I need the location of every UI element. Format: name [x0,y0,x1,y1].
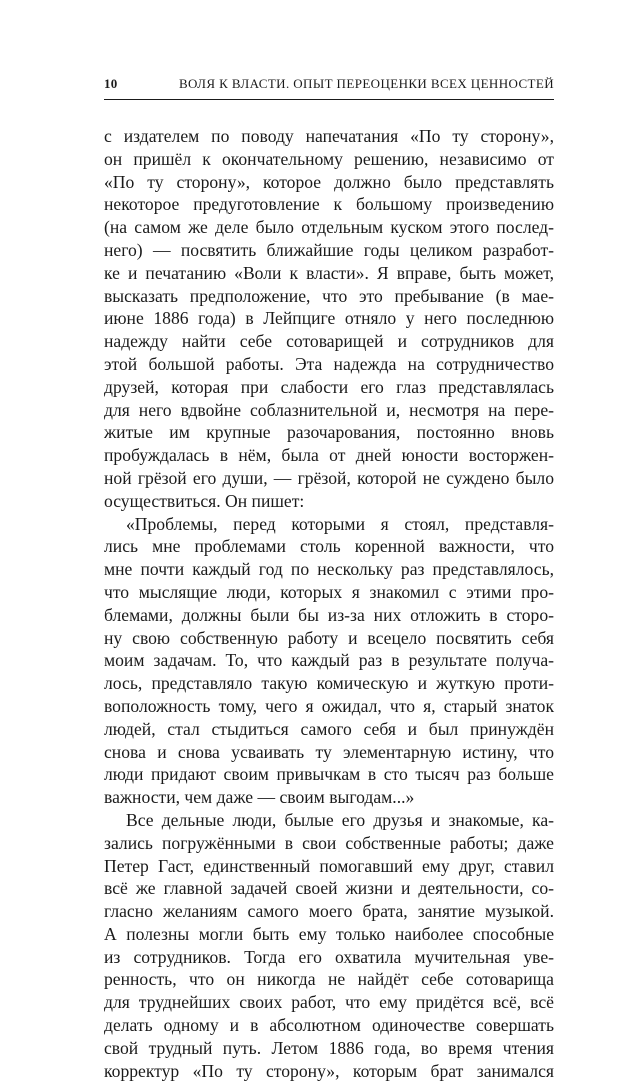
header-rule [104,99,554,100]
text-line: снова и снова усваивать ту элементарную истину, что [104,741,554,762]
text-line: важности, чем даже — своим выгодам...» [104,787,415,808]
running-title: ВОЛЯ К ВЛАСТИ. ОПЫТ ПЕРЕОЦЕНКИ ВСЕХ ЦЕННОСТЕЙ [178,76,554,91]
text-line: ной грёзой его души, — грёзой, которой не суждено было [104,467,554,488]
text-line: зались погружёнными в свои собственные работы; даже [104,832,554,853]
text-line: него) — посвятить ближайшие годы целиком разработ- [104,239,554,260]
text-line: гласно желаниям самого моего брата, занятие музыкой. [104,901,554,922]
text-line: люди придают своим привычкам в сто тысяч раз больше [104,764,554,785]
text-line: пробуждалась в нём, была от дней юности восторжен- [104,445,554,466]
text-line: житые им крупные разочарования, постоянно вновь [104,422,554,443]
text-line: А полезны могли быть ему только наиболее способные [104,923,554,944]
text-line: лось, представляло такую комическую и жуткую проти- [104,673,554,694]
text-line: ну свою собственную работу и всецело посвятить себя [104,627,554,648]
text-line: для него вдвойне соблазнительной и, несмотря на пере- [104,399,554,420]
text-line: ренность, что он никогда не найдёт себе сотоварища [104,969,554,990]
text-line: что мыслящие люди, которых я знакомил с этими про- [104,581,554,602]
text-line: высказать предположение, что это пребывание (в мае- [104,285,554,306]
text-line: блемами, должны были бы из-за них отложить в сторо- [104,604,554,625]
text-line: всё же главной задачей своей жизни и деятельности, со- [104,878,554,899]
text-line: лись мне проблемами столь коренной важности, что [104,536,554,557]
text-line: друзей, которая при слабости его глаз представлялась [104,376,554,397]
text-line: Все дельные люди, былые его друзья и знакомые, ка- [126,809,554,830]
text-line: надежду найти себе сотоварищей и сотрудников для [104,331,554,352]
text-line: этой большой работы. Эта надежда на сотрудничество [104,353,554,374]
text-line: делать одному и в абсолютном одиночестве совершать [104,1015,554,1036]
text-line: июне 1886 года) в Лейпциге отняло у него последнюю [104,308,554,329]
text-line: «Проблемы, перед которыми я стоял, представля- [126,513,554,534]
text-line: воположность тому, чего я ожидал, что я, старый знаток [104,695,554,716]
text-line: (на самом же деле было отдельным куском этого послед- [104,217,554,238]
text-line: для труднейших своих работ, что ему придётся всё, всё [104,992,554,1013]
text-line: корректур «По ту сторону», которым брат занимался [104,1060,554,1081]
text-line: с издателем по поводу напечатания «По ту сторону», [104,126,554,146]
body-text [104,125,554,1082]
text-line: мне почти каждый год по нескольку раз представлялось, [104,559,554,580]
text-line: ке и печатанию «Воли к власти». Я вправе, быть может, [104,262,554,283]
text-line: он пришёл к окончательному решению, независимо от [104,148,554,169]
text-line: из сотрудников. Тогда его охватила мучительная уве- [104,946,554,967]
text-line: осуществиться. Он пишет: [104,490,305,511]
text-line: людей, стал стыдиться самого себя и был принуждён [104,718,554,739]
page-number: 10 [104,76,118,91]
text-line: «По ту сторону», которое должно было представлять [104,171,554,192]
text-line: Петер Гаст, единственный помогавший ему друг, ставил [104,855,554,876]
text-line: некоторое предуготовление к большому произведению [104,194,554,215]
text-line: свой трудный путь. Летом 1886 года, во время чтения [104,1037,554,1058]
running-header [104,76,554,98]
text-line: моим задачам. То, что каждый раз в результате получа- [104,650,554,671]
